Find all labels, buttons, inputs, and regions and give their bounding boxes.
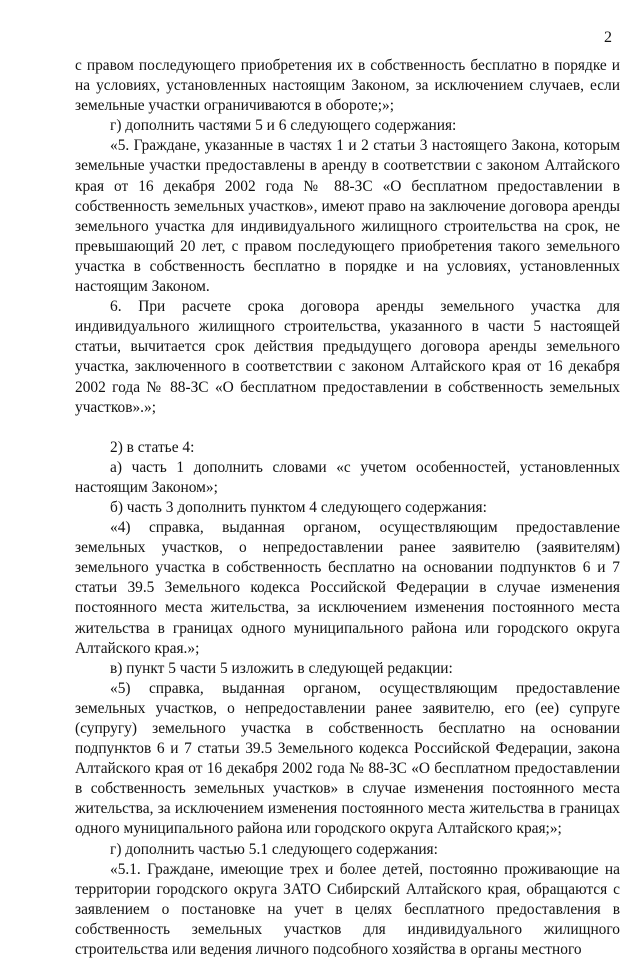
paragraph-part-6: 6. При расчете срока договора аренды земельного участка для индивидуального жилищного строительства, указанного в части 5 настоящей статьи, вычитается срок действия предыдущего договора аренды земельного участка, заключенного в соответствии с законом Алтайского края от 16 декабря 2002 года № 88-ЗС «О бесплатном предоставлении в собственность земельных участков».»; [75,298,620,416]
paragraph-article-4: 2) в статье 4: [110,438,195,456]
paragraph-gap [75,418,620,438]
paragraph-item-g: г) дополнить частью 5.1 следующего содержания: [110,840,438,858]
paragraph-point-4: «4) справка, выданная органом, осуществляющим предоставление земельных участков, о непредоставлении ранее заявителю (заявителям) земельного участка в собственность бесплатно на основании подпунктов 6 и 7 статьи 39.5 Земельного кодекса Российской Федерации в случае изменения постоянного места жительства, за исключением изменения постоянного места жительства в границах одного муниципального района или городского округа Алтайского края.»; [75,519,620,657]
paragraph-part-5-1: «5.1. Граждане, имеющие трех и более детей, постоянно проживающие на территории городского округа ЗАТО Сибирский Алтайского края, обращаются с заявлением о постановке на учет в целях бесплатного предоставления в собственность земельных участков для индивидуального жилищного строительства или ведения личного подсобного хозяйства в органы местного [75,860,620,959]
paragraph-continuation: с правом последующего приобретения их в собственность бесплатно в порядке и на условиях, установленных настоящим Законом, за исключением случаев, если земельные участки ограничиваются в обороте;»; [75,57,620,115]
paragraph-item-b: б) часть 3 дополнить пунктом 4 следующего содержания: [110,498,487,516]
document-body [75,56,620,960]
paragraph-amendment-g: г) дополнить частями 5 и 6 следующего содержания: [110,117,457,135]
paragraph-item-a: а) часть 1 дополнить словами «с учетом особенностей, установленных настоящим Законом»; [75,458,620,496]
page-number: 2 [604,29,612,46]
paragraph-part-5: «5. Граждане, указанные в частях 1 и 2 статьи 3 настоящего Закона, которым земельные участки предоставлены в аренду в соответствии с законом Алтайского края от 16 декабря 2002 года № 88-ЗС «О бесплатном предоставлении в собственность земельных участков», имеют право на заключение договора аренды земельного участка для индивидуального жилищного строительства на срок, не превышающий 20 лет, с правом последующего приобретения такого земельного участка в собственность бесплатно в порядке и на условиях, установленных настоящим Законом. [75,137,620,296]
paragraph-point-5: «5) справка, выданная органом, осуществляющим предоставление земельных участков, о непредоставлении ранее заявителю, его (ее) супруге (супругу) земельного участка в собственность бесплатно на основании подпунктов 6 и 7 статьи 39.5 Земельного кодекса Российской Федерации, закона Алтайского края от 16 декабря 2002 года № 88-ЗС «О бесплатном предоставлении в собственность земельных участков» в случае изменения постоянного места жительства, за исключением изменения постоянного места жительства в границах одного муниципального района или городского округа Алтайского края;»; [75,679,620,838]
paragraph-item-v: в) пункт 5 части 5 изложить в следующей редакции: [110,659,453,677]
